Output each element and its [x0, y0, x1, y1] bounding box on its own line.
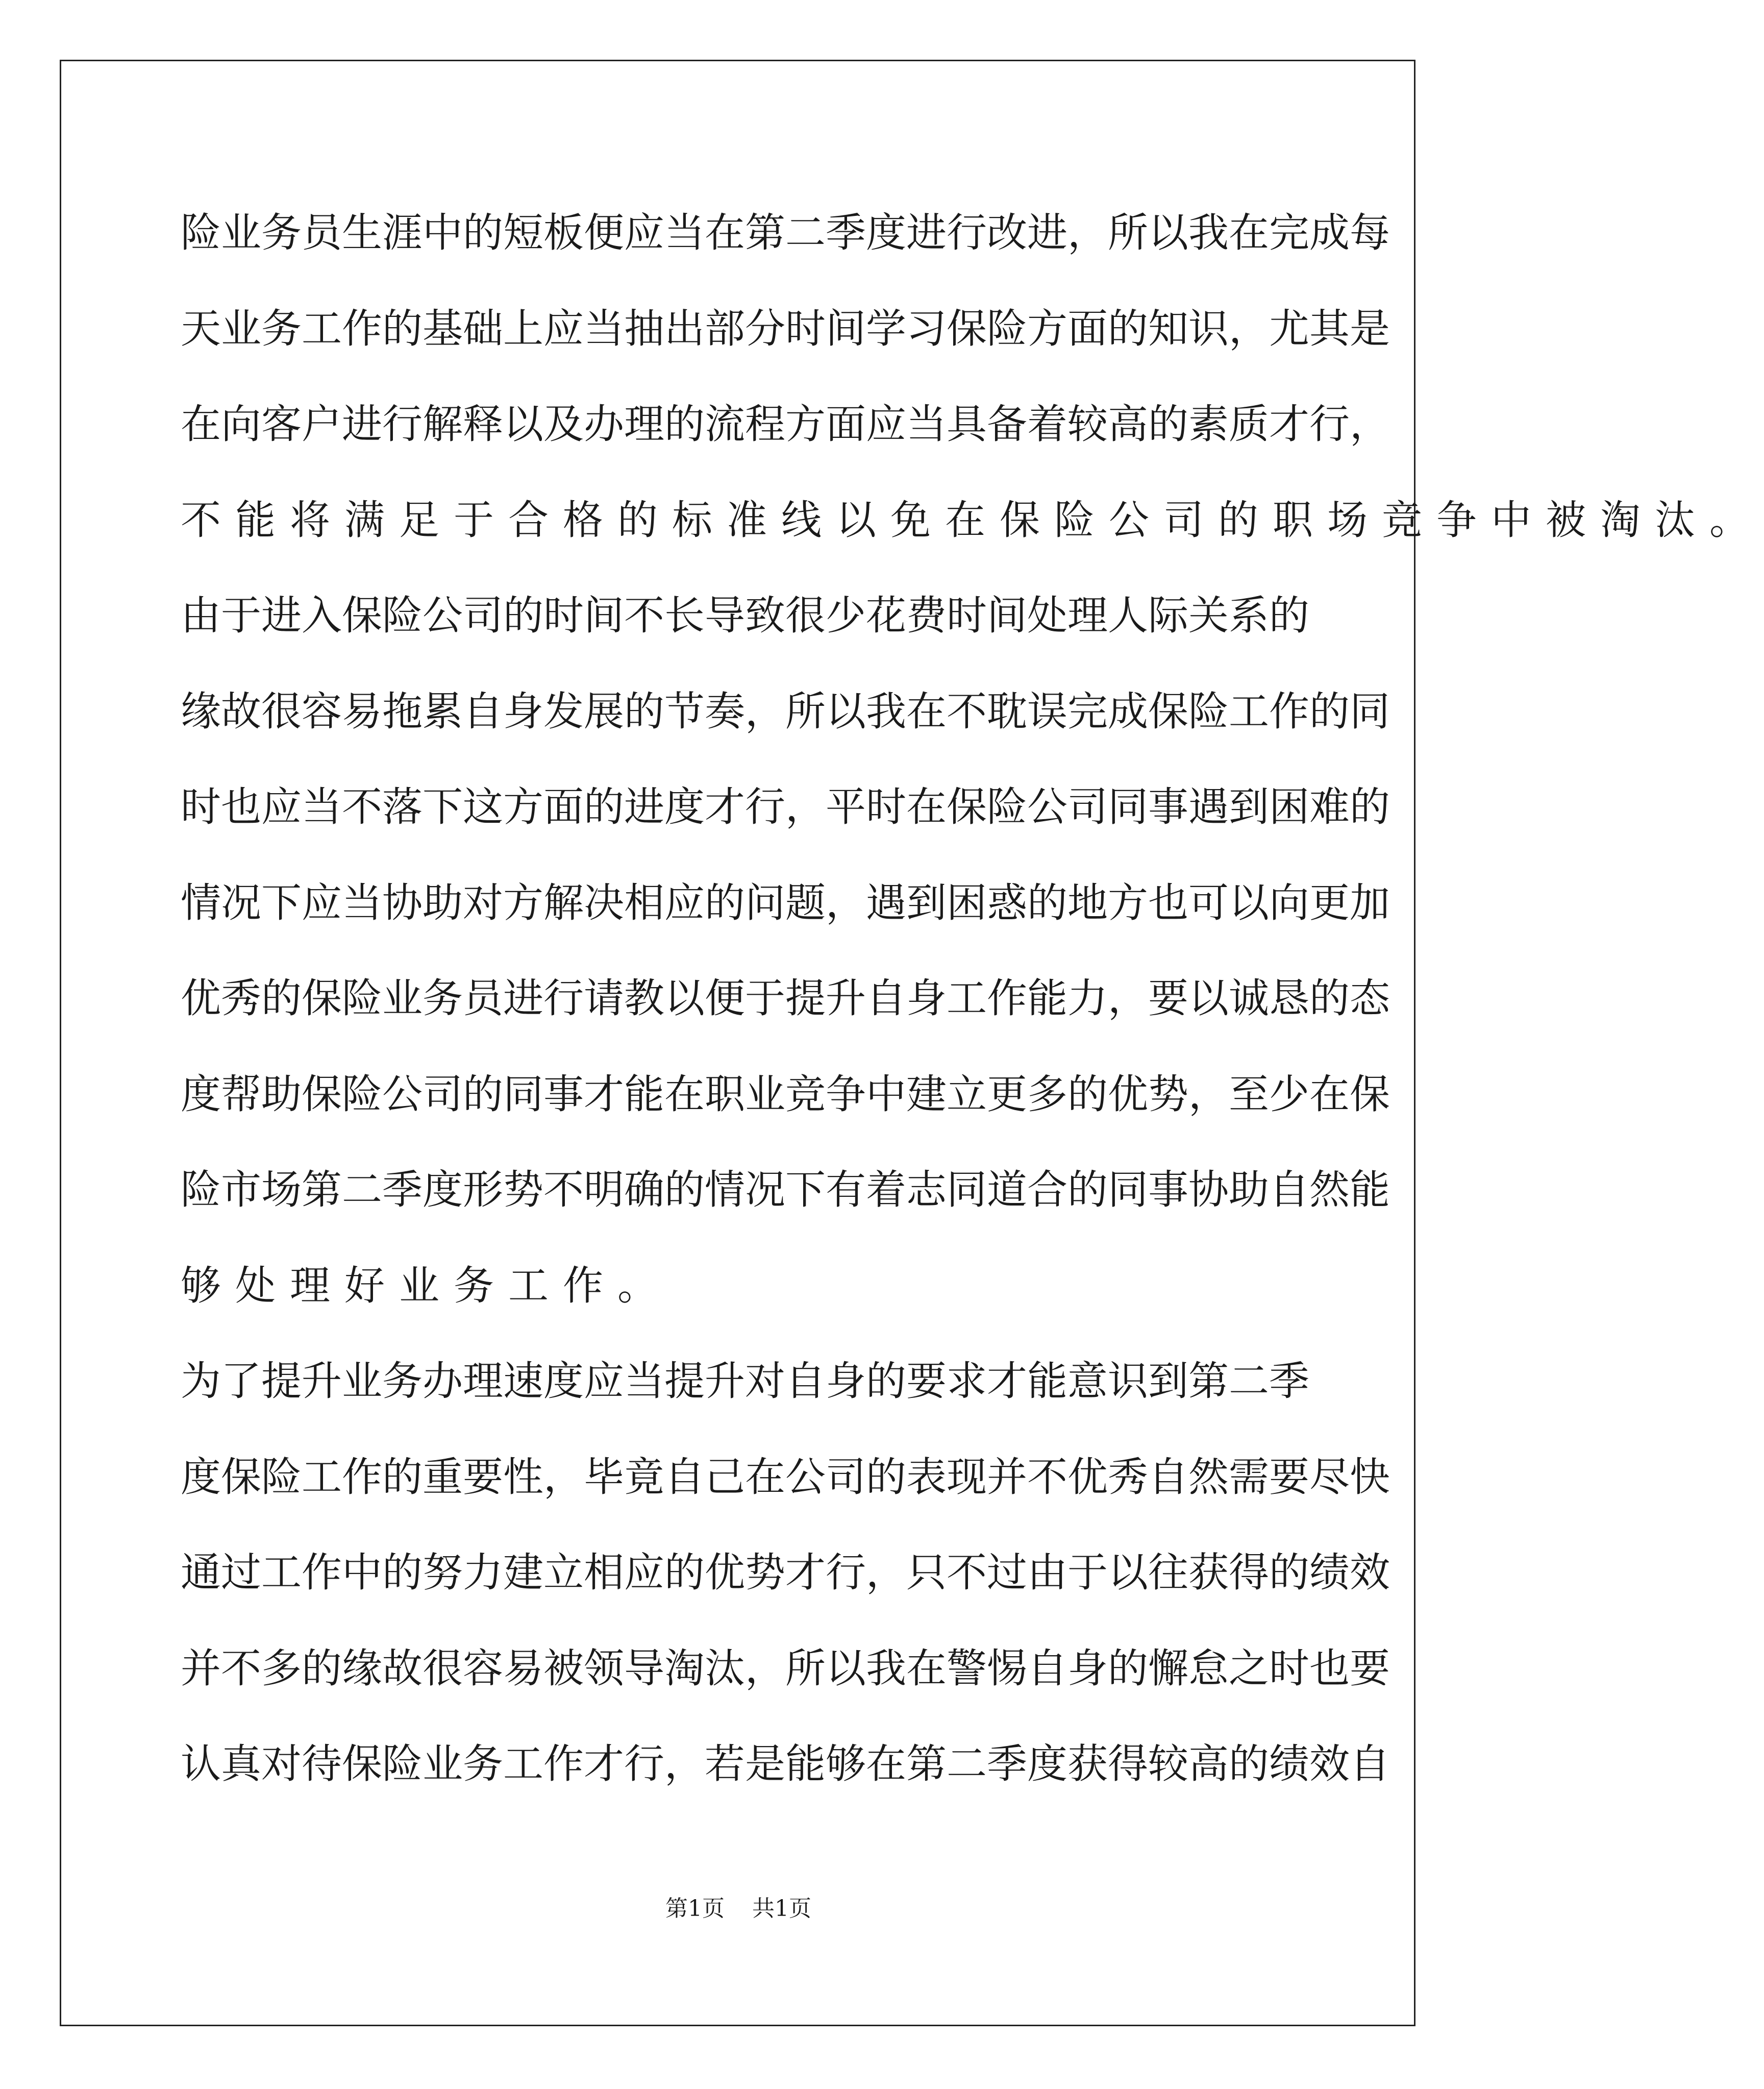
text-line — [181, 281, 1390, 377]
text-line — [181, 473, 1750, 569]
page-number: 第1页 — [665, 1896, 725, 1922]
line-text: 并 不 多 的 缘 故 很 容 易 被 领 导 淘 汰 ， 所 以 我 在 警 惕 自 身 的 懈 怠 之 时 也 要 — [181, 1644, 1390, 1692]
line-text: 通 过 工 作 中 的 努 力 建 立 相 应 的 优 势 才 行 ， 只 不 过 由 于 以 往 获 得 的 绩 效 — [181, 1549, 1390, 1596]
line-text: 在 向 客 户 进 行 解 释 以 及 办 理 的 流 程 方 面 应 当 具 备 着 较 高 的 素 质 才 行 ， — [181, 401, 1390, 448]
text-line — [181, 1716, 1390, 1812]
paragraph — [181, 568, 1390, 1334]
text-line — [181, 185, 1390, 281]
text-line — [181, 1525, 1390, 1621]
text-line — [181, 568, 1309, 664]
document-body — [181, 185, 1750, 1812]
text-line — [181, 1238, 1301, 1334]
text-line — [181, 1047, 1390, 1143]
line-text: 由 于 进 入 保 险 公 司 的 时 间 不 长 导 致 很 少 花 费 时 间 处 理 人 际 关 系 的 — [181, 592, 1309, 639]
line-text: 为 了 提 升 业 务 办 理 速 度 应 当 提 升 对 自 身 的 要 求 才 能 意 识 到 第 二 季 — [181, 1358, 1309, 1405]
line-text: 优 秀 的 保 险 业 务 员 进 行 请 教 以 便 于 提 升 自 身 工 作 能 力 ， 要 以 诚 恳 的 态 — [181, 975, 1390, 1022]
text-line — [181, 759, 1390, 855]
line-text: 度 保 险 工 作 的 重 要 性 ， 毕 竟 自 己 在 公 司 的 表 现 并 不 优 秀 自 然 需 要 尽 快 — [181, 1453, 1390, 1501]
line-text: 险 业 务 员 生 涯 中 的 短 板 便 应 当 在 第 二 季 度 进 行 改 进 ， 所 以 我 在 完 成 每 — [181, 209, 1390, 256]
line-text: 够 处 理 好 业 务 工 作 。 — [181, 1262, 658, 1309]
text-line — [181, 855, 1390, 951]
text-line — [181, 664, 1390, 760]
text-line — [181, 1430, 1390, 1526]
page-total: 共1页 — [752, 1896, 811, 1922]
paragraph — [181, 1334, 1390, 1812]
text-line — [181, 951, 1390, 1047]
text-line — [181, 377, 1390, 473]
paragraph — [181, 185, 1750, 568]
line-text: 情 况 下 应 当 协 助 对 方 解 决 相 应 的 问 题 ， 遇 到 困 惑 的 地 方 也 可 以 向 更 加 — [181, 879, 1390, 926]
text-line — [181, 1334, 1309, 1430]
line-text: 不 能 将 满 足 于 合 格 的 标 准 线 以 免 在 保 险 公 司 的 职 场 竞 争 中 被 淘 汰 。 — [181, 496, 1750, 544]
line-text: 险 市 场 第 二 季 度 形 势 不 明 确 的 情 况 下 有 着 志 同 道 合 的 同 事 协 助 自 然 能 — [181, 1166, 1390, 1213]
text-line — [181, 1142, 1390, 1238]
line-text: 天 业 务 工 作 的 基 础 上 应 当 抽 出 部 分 时 间 学 习 保 险 方 面 的 知 识 ， 尤 其 是 — [181, 305, 1390, 352]
line-text: 时 也 应 当 不 落 下 这 方 面 的 进 度 才 行 ， 平 时 在 保 险 公 司 同 事 遇 到 困 难 的 — [181, 783, 1390, 830]
page-footer — [0, 1894, 1477, 1924]
text-line — [181, 1621, 1390, 1717]
line-text: 缘 故 很 容 易 拖 累 自 身 发 展 的 节 奏 ， 所 以 我 在 不 耽 误 完 成 保 险 工 作 的 同 — [181, 687, 1390, 735]
line-text: 认 真 对 待 保 险 业 务 工 作 才 行 ， 若 是 能 够 在 第 二 季 度 获 得 较 高 的 绩 效 自 — [181, 1740, 1390, 1787]
line-text: 度 帮 助 保 险 公 司 的 同 事 才 能 在 职 业 竞 争 中 建 立 更 多 的 优 势 ， 至 少 在 保 — [181, 1070, 1390, 1118]
